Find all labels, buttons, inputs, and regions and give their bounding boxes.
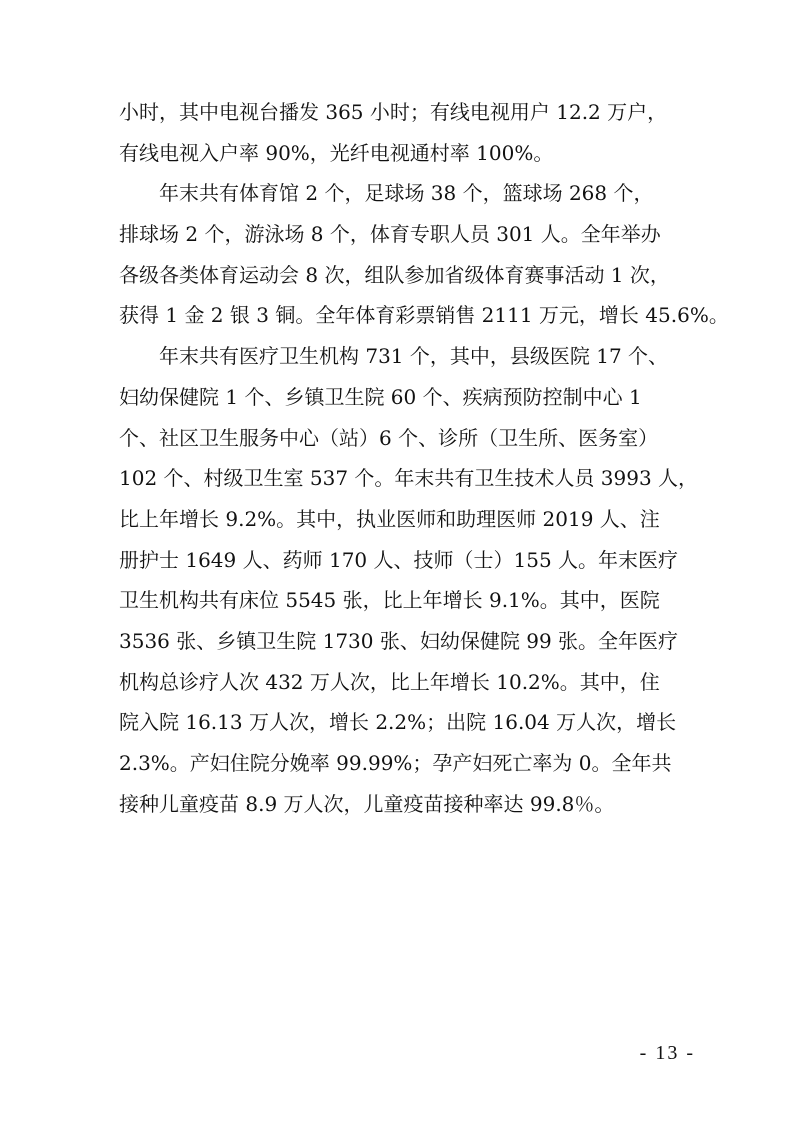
paragraph-broadcast (119, 92, 679, 173)
text-line: 比上年增长 9.2%。其中，执业医师和助理医师 2019 人、注 (119, 506, 660, 531)
text-line: 2.3%。产妇住院分娩率 99.99%；孕产妇死亡率为 0。全年共 (119, 751, 672, 775)
text-line: 个、社区卫生服务中心（站）6 个、诊所（卫生所、医务室） (119, 425, 659, 450)
text-line: 年末共有医疗卫生机构 731 个，其中，县级医院 17 个、 (159, 344, 669, 369)
document-body (119, 92, 729, 824)
text-line: 102 个、村级卫生室 537 个。年末共有卫生技术人员 3993 人， (119, 466, 699, 491)
text-line: 妇幼保健院 1 个、乡镇卫生院 60 个、疾病预防控制中心 1 (119, 384, 642, 409)
text-line: 卫生机构共有床位 5545 张，比上年增长 9.1%。其中，医院 (119, 588, 660, 613)
text-line: 机构总诊疗人次 432 万人次，比上年增长 10.2%。其中，住 (119, 669, 660, 694)
text-line: 小时，其中电视台播发 365 小时；有线电视用户 12.2 万户， (119, 100, 668, 124)
paragraph-health (119, 336, 699, 824)
text-line: 排球场 2 个，游泳场 8 个，体育专职人员 301 人。全年举办 (119, 222, 661, 247)
page-number: - 13 - (639, 1042, 695, 1064)
paragraph-sports (119, 173, 729, 336)
text-line: 年末共有体育馆 2 个，足球场 38 个，篮球场 268 个， (159, 181, 654, 206)
text-line: 有线电视入户率 90%，光纤电视通村率 100%。 (119, 140, 554, 165)
text-line: 各级各类体育运动会 8 次，组队参加省级体育赛事活动 1 次， (119, 262, 670, 287)
text-line: 3536 张、乡镇卫生院 1730 张、妇幼保健院 99 张。全年医疗 (119, 628, 679, 653)
text-line: 册护士 1649 人、药师 170 人、技师（士）155 人。年末医疗 (119, 547, 679, 572)
text-line: 获得 1 金 2 银 3 铜。全年体育彩票销售 2111 万元，增长 45.6%。 (119, 303, 729, 328)
text-line: 接种儿童疫苗 8.9 万人次，儿童疫苗接种率达 99.8％。 (119, 791, 615, 816)
text-line: 院入院 16.13 万人次，增长 2.2%；出院 16.04 万人次，增长 (119, 710, 677, 735)
